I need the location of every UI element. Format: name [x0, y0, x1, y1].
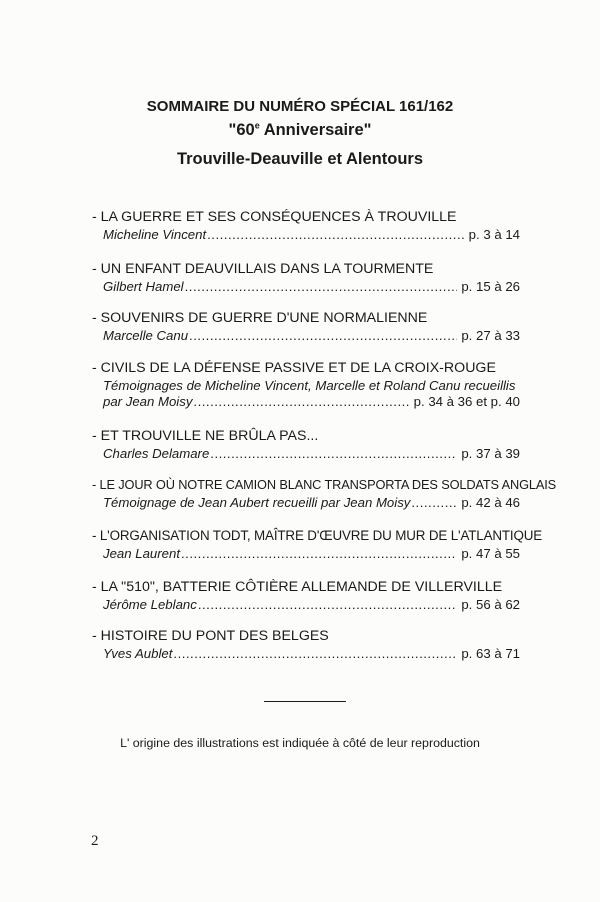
toc-entry-pages: p. 47 à 55: [461, 546, 520, 561]
toc-entry: [92, 310, 524, 344]
toc-entry-line: [92, 597, 524, 613]
dot-leader: [210, 446, 457, 462]
toc-entry-line: [92, 279, 524, 295]
dot-leader: [189, 328, 457, 344]
toc-entry-title: - LE JOUR OÙ NOTRE CAMION BLANC TRANSPORTA DES SOLDATS ANGLAIS: [92, 477, 557, 492]
toc-entry-line: [92, 446, 524, 462]
toc-entry-title: - ET TROUVILLE NE BRÛLA PAS...: [92, 428, 319, 444]
dot-leader: [173, 646, 457, 662]
toc-entry-line: [92, 495, 524, 511]
toc-entry: [92, 360, 524, 410]
toc-entry-pages: p. 34 à 36 et p. 40: [413, 394, 520, 409]
page-number: 2: [91, 833, 99, 849]
toc-entry: [92, 428, 524, 462]
anniversary-superscript: e: [254, 120, 260, 131]
toc-entry-author-line: Témoignages de Micheline Vincent, Marcelle et Roland Canu recueillis: [103, 378, 516, 393]
separator-rule: [264, 701, 346, 702]
toc-entry-title: - CIVILS DE LA DÉFENSE PASSIVE ET DE LA CROIX-ROUGE: [92, 360, 496, 376]
toc-entry-pages: p. 15 à 26: [461, 279, 520, 294]
toc-entry: [92, 528, 543, 562]
toc-entry-line: [92, 546, 524, 562]
toc-entry-pages: p. 42 à 46: [461, 495, 520, 510]
toc-entry-author: par Jean Moisy: [103, 394, 193, 409]
toc-entry: [92, 261, 524, 295]
toc-entry-author: Yves Aublet: [103, 646, 173, 661]
dot-leader: [207, 227, 465, 243]
anniversary-number: "60: [228, 121, 255, 139]
toc-entry: [92, 628, 524, 662]
anniversary-subtitle: [0, 121, 600, 140]
toc-entry-line: [92, 394, 524, 410]
toc-entry-author: Marcelle Canu: [103, 328, 189, 343]
page-title: SOMMAIRE DU NUMÉRO SPÉCIAL 161/162: [146, 98, 454, 115]
toc-entry-title: - HISTOIRE DU PONT DES BELGES: [92, 628, 329, 644]
toc-entry-pages: p. 63 à 71: [461, 646, 520, 661]
toc-entry-title: - SOUVENIRS DE GUERRE D'UNE NORMALIENNE: [92, 310, 428, 326]
toc-entry-author: Jean Laurent: [103, 546, 180, 561]
toc-entry-author: Jérôme Leblanc: [103, 597, 197, 612]
dot-leader: [411, 495, 457, 511]
toc-entry: [92, 477, 557, 511]
toc-entry-author: Gilbert Hamel: [103, 279, 184, 294]
anniversary-label: Anniversaire": [259, 121, 372, 139]
toc-entry-title: - L'ORGANISATION TODT, MAÎTRE D'ŒUVRE DU MUR DE L'ATLANTIQUE: [92, 528, 543, 543]
toc-entry: [92, 579, 524, 613]
toc-entry-line: [92, 328, 524, 344]
dot-leader: [193, 394, 409, 410]
toc-entry-line: [92, 646, 524, 662]
toc-entry-pages: p. 37 à 39: [461, 446, 520, 461]
toc-entry-pages: p. 3 à 14: [468, 227, 520, 242]
toc-entry-author: Charles Delamare: [103, 446, 210, 461]
toc-entry-title: - UN ENFANT DEAUVILLAIS DANS LA TOURMENTE: [92, 261, 434, 277]
issue-subtitle: Trouville-Deauville et Alentours: [176, 150, 424, 168]
toc-entry-pages: p. 27 à 33: [461, 328, 520, 343]
dot-leader: [185, 279, 458, 295]
toc-entry: [92, 209, 524, 243]
toc-entry-line: [92, 227, 524, 243]
dot-leader: [198, 597, 457, 613]
illustrations-note: L' origine des illustrations est indiquée à côté de leur reproduction: [120, 736, 480, 750]
toc-entry-title: - LA GUERRE ET SES CONSÉQUENCES À TROUVILLE: [92, 209, 457, 225]
toc-entry-title: - LA "510", BATTERIE CÔTIÈRE ALLEMANDE DE VILLERVILLE: [92, 579, 503, 595]
dot-leader: [181, 546, 457, 562]
toc-entry-pages: p. 56 à 62: [461, 597, 520, 612]
toc-entry-author: Micheline Vincent: [103, 227, 207, 242]
toc-entry-author: Témoignage de Jean Aubert recueilli par Jean Moisy: [103, 495, 411, 510]
